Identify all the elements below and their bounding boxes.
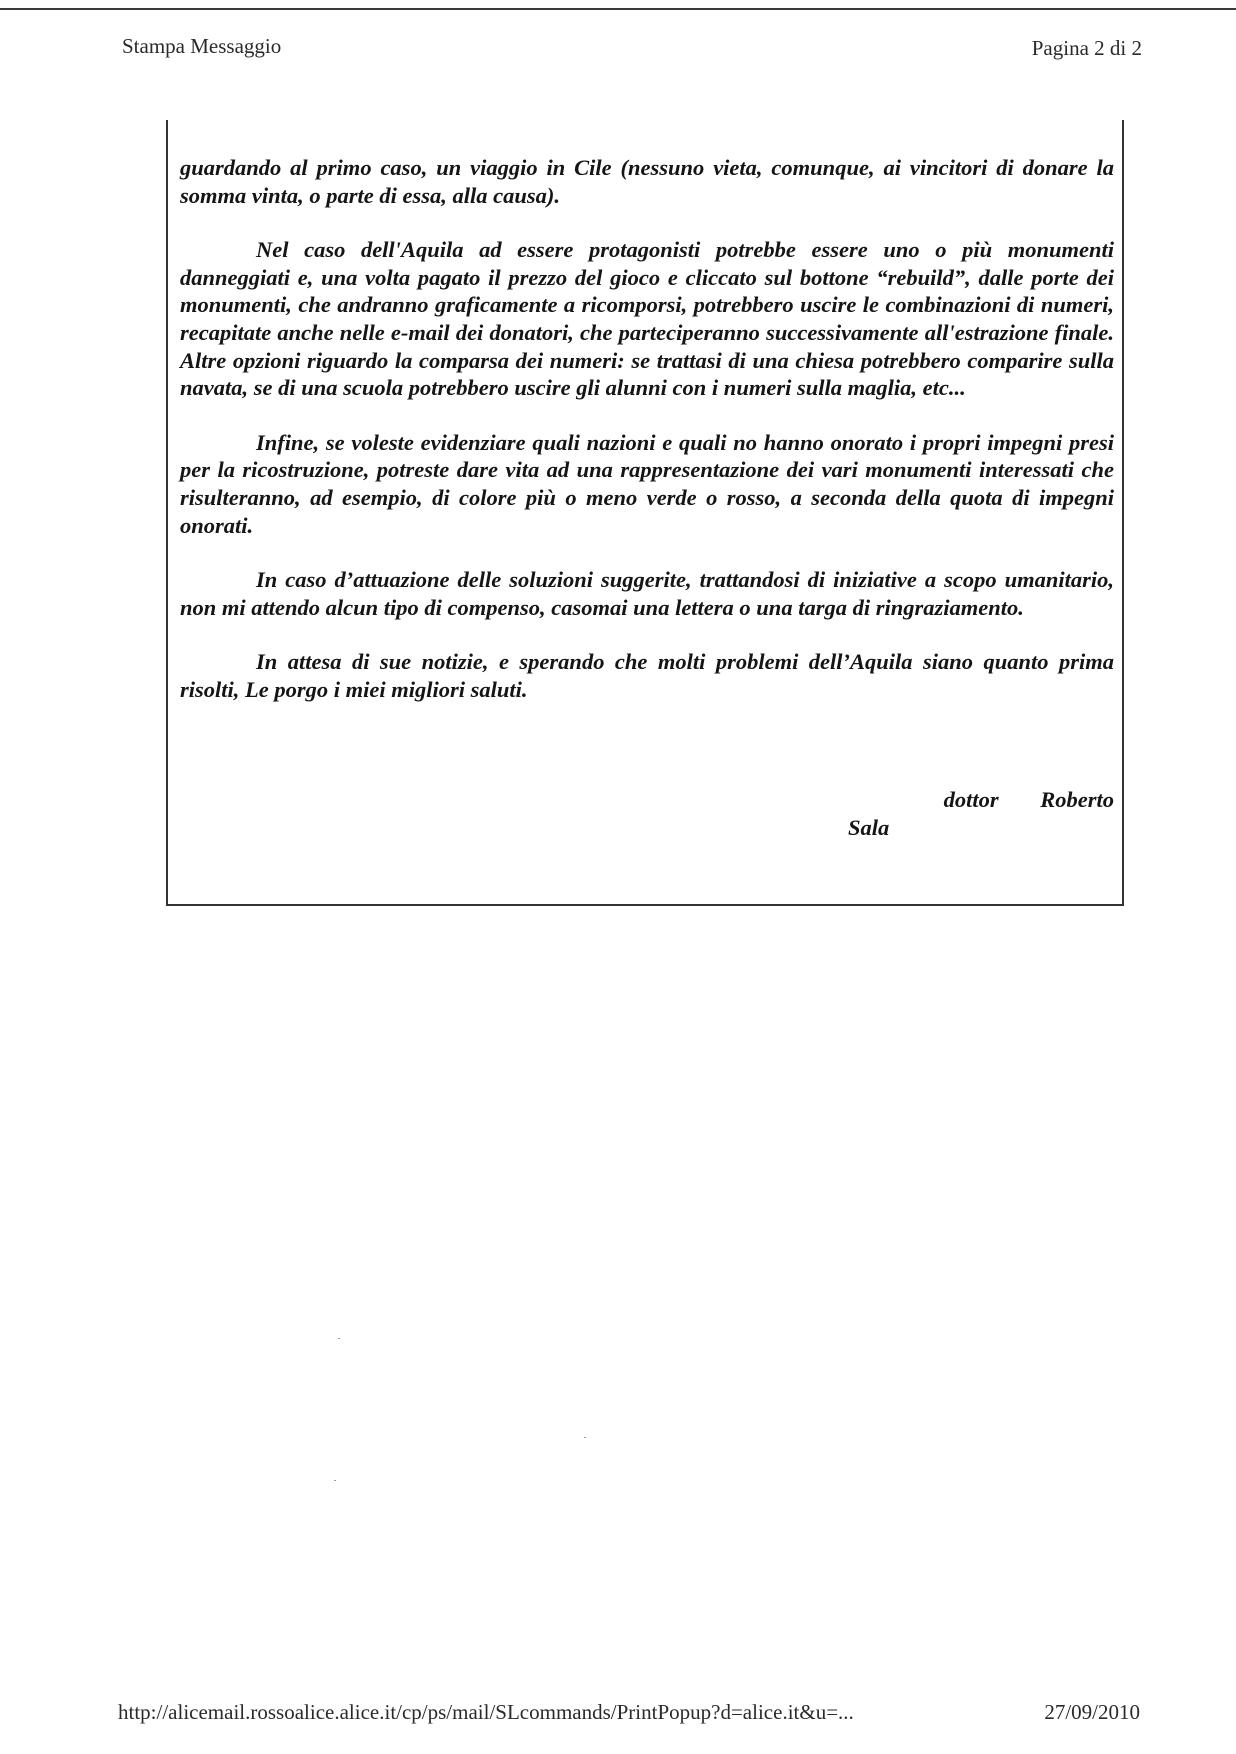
paragraph: In caso d’attuazione delle soluzioni suggerite, trattandosi di iniziative a scopo umanitario, non mi attendo alcun tipo di compenso, casomai una lettera o una targa di ringraziamento. [180, 567, 1114, 620]
paragraph: Nel caso dell'Aquila ad essere protagonisti potrebbe essere uno o più monumenti danneggiati e, una volta pagato il prezzo del gioco e cliccato sul bottone “rebuild”, dalle porte dei monumenti, che andranno graficamente a ricomporsi, potrebbero uscire le combinazioni di numeri, recapitate anche nelle e-mail dei donatori, che parteciperanno successivamente all'estrazione finale. Altre opzioni riguardo la comparsa dei numeri: se trattasi di una chiesa potrebbero comparire sulla navata, se di una scuola potrebbero uscire gli alunni con i numeri sulla maglia, etc... [180, 237, 1114, 401]
paragraph: Infine, se voleste evidenziare quali nazioni e quali no hanno onorato i propri impegni presi per la ricostruzione, potreste dare vita ad una rappresentazione dei vari monumenti interessati che risulteranno, ad esempio, di colore più o meno verde o rosso, a seconda della quota di impegni onorati. [180, 429, 1114, 538]
page-number: Pagina 2 di 2 [1031, 36, 1142, 60]
signature [180, 786, 1114, 841]
signature-surname: Sala [848, 814, 890, 840]
paragraph: In attesa di sue notizie, e sperando che molti problemi dell’Aquila siano quanto prima risolti, Le porgo i miei migliori saluti. [180, 649, 1114, 702]
message-body [180, 154, 1114, 704]
footer-date: 27/09/2010 [1044, 1700, 1140, 1724]
print-header-title: Stampa Messaggio [122, 34, 282, 58]
scan-speck [584, 1437, 586, 1438]
signature-name: dottor Roberto [943, 787, 1114, 812]
footer-url: http://alicemail.rossoalice.alice.it/cp/ps/mail/SLcommands/PrintPopup?d=alice.it&u=... [118, 1700, 854, 1724]
top-rule [0, 8, 1236, 10]
scan-speck [338, 1338, 340, 1339]
scan-speck [334, 1480, 336, 1481]
paragraph: guardando al primo caso, un viaggio in Cile (nessuno vieta, comunque, ai vincitori di donare la somma vinta, o parte di essa, alla causa). [180, 155, 1114, 208]
